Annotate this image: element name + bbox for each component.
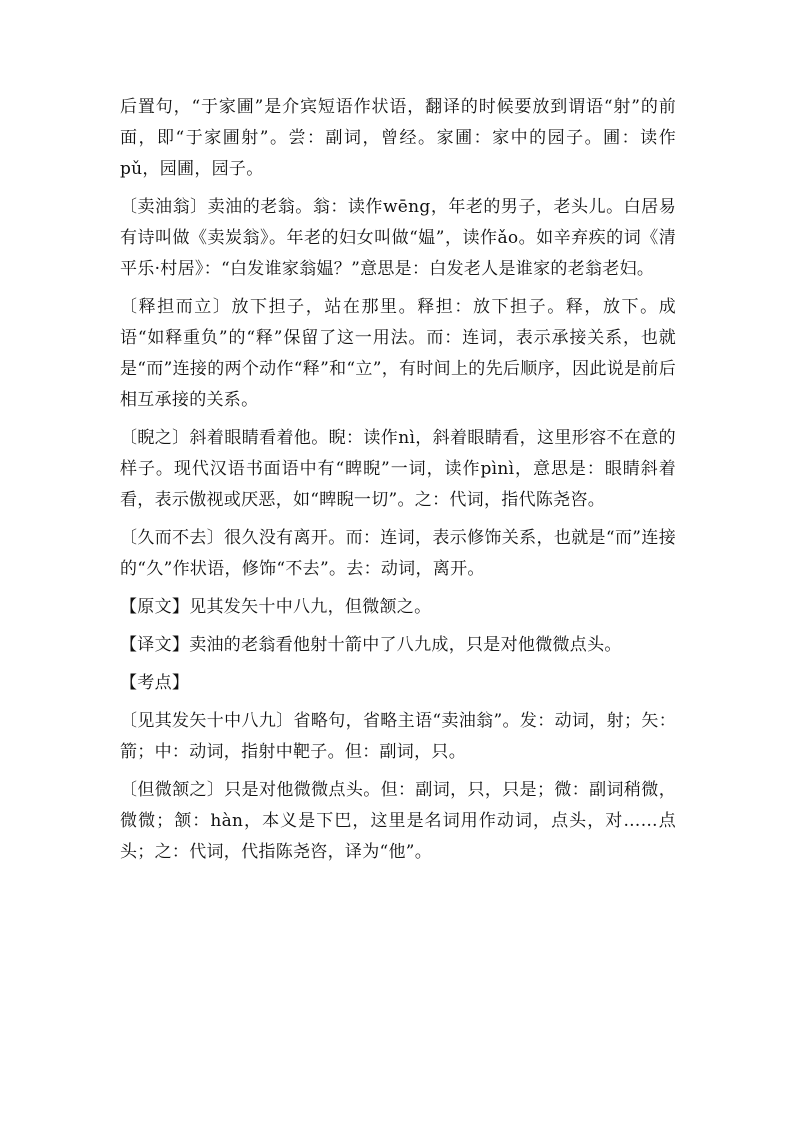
paragraph-yiwen: 【译文】卖油的老翁看他射十箭中了八九成，只是对他微微点头。 (120, 635, 622, 655)
paragraph-houzhiju: 后置句，“于家圃”是介宾短语作状语，翻译的时候要放到谓语“射”的前面，即“于家圃射”。尝：副词，曾经。家圃：家中的园子。圃：读作pǔ，园圃，园子。 (120, 97, 676, 179)
paragraph-nizhi: 〔睨之〕斜着眼睛看着他。睨：读作nì，斜着眼睛看，这里形容不在意的样子。现代汉语书面语中有“睥睨”一词，读作pìnì，意思是：眼睛斜着看，表示傲视或厌恶，如“睥睨一切”。之：代词，指代陈尧咨。 (120, 428, 676, 510)
paragraph-jianqifashi: 〔见其发矢十中八九〕省略句，省略主语“卖油翁”。发：动词，射；矢：箭；中：动词，指射中靶子。但：副词，只。 (120, 711, 676, 762)
paragraph-jiuerbuqu: 〔久而不去〕很久没有离开。而：连词，表示修饰关系，也就是“而”连接的“久”作状语，修饰“不去”。去：动词，离开。 (120, 528, 676, 579)
paragraph-shidanerli: 〔释担而立〕放下担子，站在那里。释担：放下担子。释，放下。成语“如释重负”的“释”保留了这一用法。而：连词，表示承接关系，也就是“而”连接的两个动作“释”和“立”，有时间上的先后顺序，因此说是前后相互承接的关系。 (120, 297, 676, 410)
paragraph-maiyouweng: 〔卖油翁〕卖油的老翁。翁：读作wēng，年老的男子，老头儿。白居易有诗叫做《卖炭翁》。年老的妇女叫做“媪”，读作ǎo。如辛弃疾的词《清平乐·村居》：“白发谁家翁媪？”意思是：白发老人是谁家的老翁老妇。 (120, 197, 676, 279)
paragraph-kaodian-heading: 【考点】 (120, 673, 190, 693)
paragraph-danweihanzhi: 〔但微颔之〕只是对他微微点头。但：副词，只，只是；微：副词稍微，微微；颔：hàn，本义是下巴，这里是名词用作动词，点头，对……点头；之：代词，代指陈尧咨，译为“他”。 (120, 780, 676, 862)
paragraph-yuanwen: 【原文】见其发矢十中八九，但微颔之。 (120, 597, 432, 617)
document-body (120, 92, 676, 875)
